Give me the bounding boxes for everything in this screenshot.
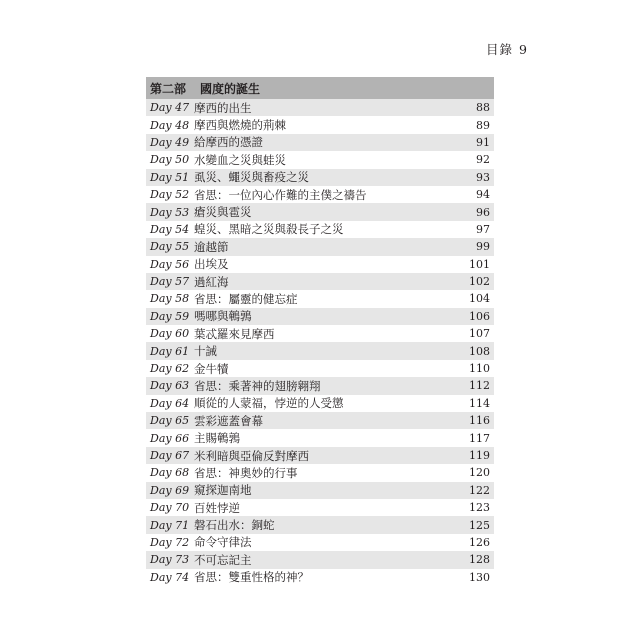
- toc-entry: [146, 203, 494, 220]
- entry-page-number: 108: [469, 344, 490, 358]
- entry-day: Day 65: [150, 414, 190, 428]
- entry-title: 省思：神奧妙的行事: [194, 465, 298, 480]
- entry-title: 省思：一位內心作難的主僕之禱告: [194, 187, 367, 202]
- entry-title: 省思：雙重性格的神？: [194, 570, 309, 585]
- entry-day: Day 51: [150, 170, 190, 184]
- entry-day: Day 48: [150, 118, 190, 132]
- entry-day: Day 72: [150, 535, 190, 549]
- entry-title: 瘡災與雹災: [194, 205, 252, 220]
- entry-title: 主賜鵪鶉: [194, 431, 240, 446]
- entry-title: 十誡: [194, 344, 217, 359]
- entry-title: 省思：屬靈的健忘症: [194, 291, 298, 306]
- toc-entry: [146, 551, 494, 568]
- entry-day: Day 49: [150, 135, 190, 149]
- entry-title: 摩西與燃燒的荊棘: [194, 118, 286, 133]
- entry-page-number: 120: [469, 466, 490, 480]
- entry-title: 不可忘記主: [194, 552, 252, 567]
- toc-entry: [146, 151, 494, 168]
- toc-entry: [146, 186, 494, 203]
- entry-page-number: 97: [476, 222, 490, 236]
- toc-entry: [146, 360, 494, 377]
- entry-title: 虱災、蠅災與畜疫之災: [194, 170, 309, 185]
- entry-day: Day 60: [150, 327, 190, 341]
- entry-title: 窺探迦南地: [194, 483, 252, 498]
- entry-page-number: 125: [469, 518, 490, 532]
- toc-entry: [146, 412, 494, 429]
- entry-day: Day 55: [150, 240, 190, 254]
- entry-title: 摩西的出生: [194, 100, 252, 115]
- entry-day: Day 61: [150, 344, 190, 358]
- entry-page-number: 107: [469, 327, 490, 341]
- entry-page-number: 94: [476, 188, 490, 202]
- toc-entry: [146, 447, 494, 464]
- entry-page-number: 91: [476, 135, 490, 149]
- section-part: 第二部: [150, 81, 187, 96]
- entry-page-number: 99: [476, 240, 490, 254]
- entry-day: Day 58: [150, 292, 190, 306]
- toc-entry: [146, 290, 494, 307]
- entry-day: Day 64: [150, 396, 190, 410]
- entry-title: 給摩西的憑證: [194, 135, 263, 150]
- entry-page-number: 101: [469, 257, 490, 271]
- header-title: 目錄: [486, 42, 514, 57]
- entry-title: 米利暗與亞倫反對摩西: [194, 448, 309, 463]
- table-of-contents: [146, 77, 494, 586]
- toc-entry: [146, 342, 494, 359]
- entry-page-number: 110: [469, 362, 490, 376]
- entry-day: Day 73: [150, 553, 190, 567]
- entry-page-number: 119: [469, 449, 490, 462]
- entry-day: Day 54: [150, 222, 190, 236]
- entry-page-number: 130: [469, 570, 490, 584]
- toc-entry: [146, 308, 494, 325]
- entry-day: Day 67: [150, 449, 190, 462]
- toc-entry: [146, 325, 494, 342]
- entry-day: Day 52: [150, 188, 190, 202]
- entry-day: Day 59: [150, 309, 190, 323]
- toc-entry: [146, 534, 494, 551]
- toc-entry: [146, 169, 494, 186]
- entry-page-number: 102: [469, 275, 490, 289]
- toc-entries: [146, 99, 494, 586]
- entry-page-number: 93: [476, 170, 490, 184]
- entry-page-number: 126: [469, 535, 490, 549]
- toc-entry: [146, 395, 494, 412]
- entry-page-number: 89: [476, 118, 490, 132]
- section-heading: [146, 77, 494, 99]
- entry-page-number: 116: [469, 414, 490, 428]
- entry-page-number: 117: [469, 431, 490, 445]
- entry-day: Day 68: [150, 466, 190, 480]
- entry-page-number: 88: [476, 101, 490, 115]
- toc-entry: [146, 238, 494, 255]
- entry-page-number: 96: [476, 205, 490, 219]
- entry-title: 蝗災、黑暗之災與殺長子之災: [194, 222, 344, 237]
- section-title: 國度的誕生: [200, 81, 261, 96]
- entry-page-number: 128: [469, 553, 490, 567]
- entry-page-number: 112: [469, 379, 490, 393]
- entry-title: 嗎哪與鵪鶉: [194, 309, 252, 324]
- entry-page-number: 92: [476, 153, 490, 167]
- toc-entry: [146, 464, 494, 481]
- entry-day: Day 53: [150, 205, 190, 219]
- entry-page-number: 104: [469, 292, 490, 306]
- entry-title: 過紅海: [194, 274, 229, 289]
- toc-entry: [146, 377, 494, 394]
- toc-entry: [146, 429, 494, 446]
- entry-day: Day 50: [150, 153, 190, 167]
- toc-entry: [146, 116, 494, 133]
- entry-title: 順從的人蒙福，悖逆的人受懲: [194, 396, 344, 411]
- entry-title: 省思：乘著神的翅膀翱翔: [194, 378, 321, 393]
- entry-title: 百姓悖逆: [194, 500, 240, 515]
- toc-entry: [146, 99, 494, 116]
- entry-title: 命令守律法: [194, 535, 252, 550]
- toc-entry: [146, 256, 494, 273]
- entry-title: 葉忒羅來見摩西: [194, 326, 275, 341]
- entry-title: 逾越節: [194, 239, 229, 254]
- entry-day: Day 74: [150, 570, 190, 584]
- entry-title: 水變血之災與蛙災: [194, 152, 286, 167]
- entry-title: 出埃及: [194, 257, 229, 272]
- entry-day: Day 70: [150, 501, 190, 515]
- entry-title: 金牛犢: [194, 361, 229, 376]
- entry-day: Day 63: [150, 379, 190, 393]
- toc-entry: [146, 499, 494, 516]
- entry-day: Day 71: [150, 518, 190, 532]
- entry-day: Day 56: [150, 257, 190, 271]
- toc-entry: [146, 482, 494, 499]
- entry-page-number: 106: [469, 309, 490, 323]
- toc-entry: [146, 221, 494, 238]
- entry-page-number: 114: [469, 396, 490, 410]
- entry-page-number: 122: [469, 483, 490, 497]
- toc-entry: [146, 569, 494, 586]
- toc-entry: [146, 273, 494, 290]
- entry-title: 磐石出水：銅蛇: [194, 518, 275, 533]
- header-page-number: 9: [519, 42, 528, 57]
- entry-day: Day 57: [150, 275, 190, 289]
- entry-day: Day 66: [150, 431, 190, 445]
- entry-title: 雲彩遮蓋會幕: [194, 413, 263, 428]
- entry-day: Day 47: [150, 101, 190, 115]
- toc-entry: [146, 134, 494, 151]
- entry-page-number: 123: [469, 501, 490, 515]
- page-header: [486, 40, 528, 58]
- entry-day: Day 69: [150, 483, 190, 497]
- entry-day: Day 62: [150, 362, 190, 376]
- toc-entry: [146, 516, 494, 533]
